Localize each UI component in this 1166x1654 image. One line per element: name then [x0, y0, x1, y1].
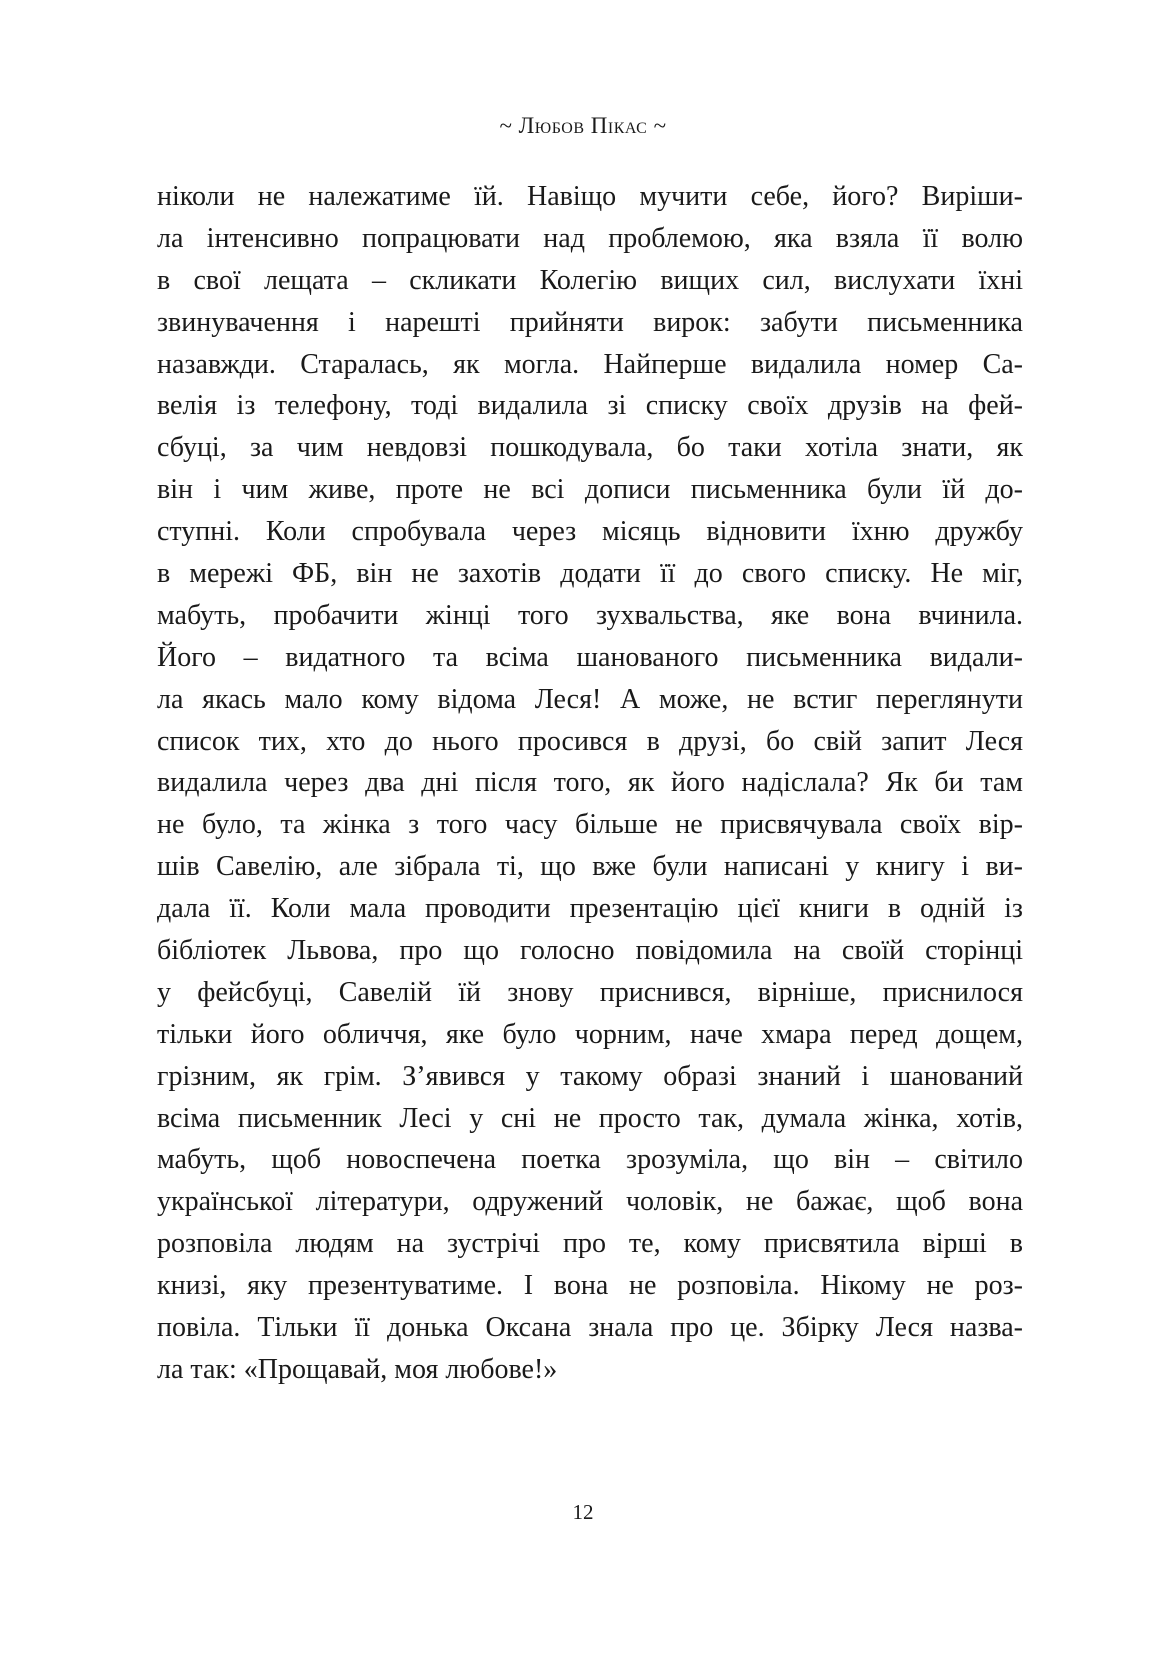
- text-line: ла інтенсивно попрацювати над проблемою, яка взяла її волю: [157, 222, 1023, 254]
- text-line: звинувачення і нарешті прийняти вирок: забути письменника: [157, 306, 1023, 338]
- text-line: список тих, хто до нього просився в друзі, бо свій запит Леся: [157, 725, 1023, 757]
- text-line: всіма письменник Лесі у сні не просто так, думала жінка, хотів,: [157, 1102, 1023, 1134]
- text-line: у фейсбуці, Савелій їй знову приснився, вірніше, приснилося: [157, 976, 1023, 1008]
- body-paragraph: [157, 176, 1023, 1391]
- text-line: ніколи не належатиме їй. Навіщо мучити себе, його? Виріши-: [157, 181, 1023, 212]
- text-line: розповіла людям на зустрічі про те, кому присвятила вірші в: [157, 1228, 1023, 1260]
- text-line: української літератури, одружений чоловік, не бажає, щоб вона: [157, 1186, 1023, 1218]
- page-number: 12: [572, 1500, 594, 1524]
- text-line: ла якась мало кому відома Леся! А може, не встиг переглянути: [157, 683, 1023, 715]
- text-line: книзі, яку презентуватиме. І вона не розповіла. Нікому не роз-: [157, 1270, 1023, 1302]
- running-header: ~ Любов Пікас ~: [499, 113, 667, 138]
- text-line: бібліотек Львова, про що голосно повідомила на своїй сторінці: [157, 935, 1023, 967]
- text-line: назавжди. Старалась, як могла. Найперше видалила номер Са-: [157, 348, 1023, 380]
- text-line: Його – видатного та всіма шанованого письменника видали-: [157, 641, 1023, 673]
- text-line: мабуть, пробачити жінці того зухвальства, яке вона вчинила.: [157, 599, 1023, 631]
- text-line: грізним, як грім. З’явився у такому образі знаний і шанований: [157, 1060, 1023, 1092]
- text-line: в свої лещата – скликати Колегію вищих сил, вислухати їхні: [157, 264, 1023, 296]
- text-line: він і чим живе, проте не всі дописи письменника були їй до-: [157, 474, 1023, 506]
- text-line: не було, та жінка з того часу більше не присвячувала своїх вір-: [157, 809, 1023, 841]
- text-line: велія із телефону, тоді видалила зі списку своїх друзів на фей-: [157, 390, 1023, 422]
- text-line: мабуть, щоб новоспечена поетка зрозуміла, що він – світило: [157, 1144, 1023, 1176]
- text-line: в мережі ФБ, він не захотів додати її до свого списку. Не міг,: [157, 558, 1023, 590]
- text-line: видалила через два дні після того, як його надіслала? Як би там: [157, 767, 1023, 799]
- text-line-last: ла так: «Прощавай, моя любове!»: [157, 1353, 558, 1385]
- text-line: повіла. Тільки її донька Оксана знала про це. Збірку Леся назва-: [157, 1312, 1023, 1344]
- text-line: сбуці, за чим невдовзі пошкодувала, бо таки хотіла знати, як: [157, 432, 1023, 464]
- text-line: шів Савелію, але зібрала ті, що вже були написані у книгу і ви-: [157, 851, 1023, 883]
- text-line: ступні. Коли спробувала через місяць відновити їхню дружбу: [157, 516, 1023, 548]
- text-line: тільки його обличчя, яке було чорним, наче хмара перед дощем,: [157, 1018, 1023, 1050]
- text-line: дала її. Коли мала проводити презентацію цієї книги в одній із: [157, 893, 1023, 925]
